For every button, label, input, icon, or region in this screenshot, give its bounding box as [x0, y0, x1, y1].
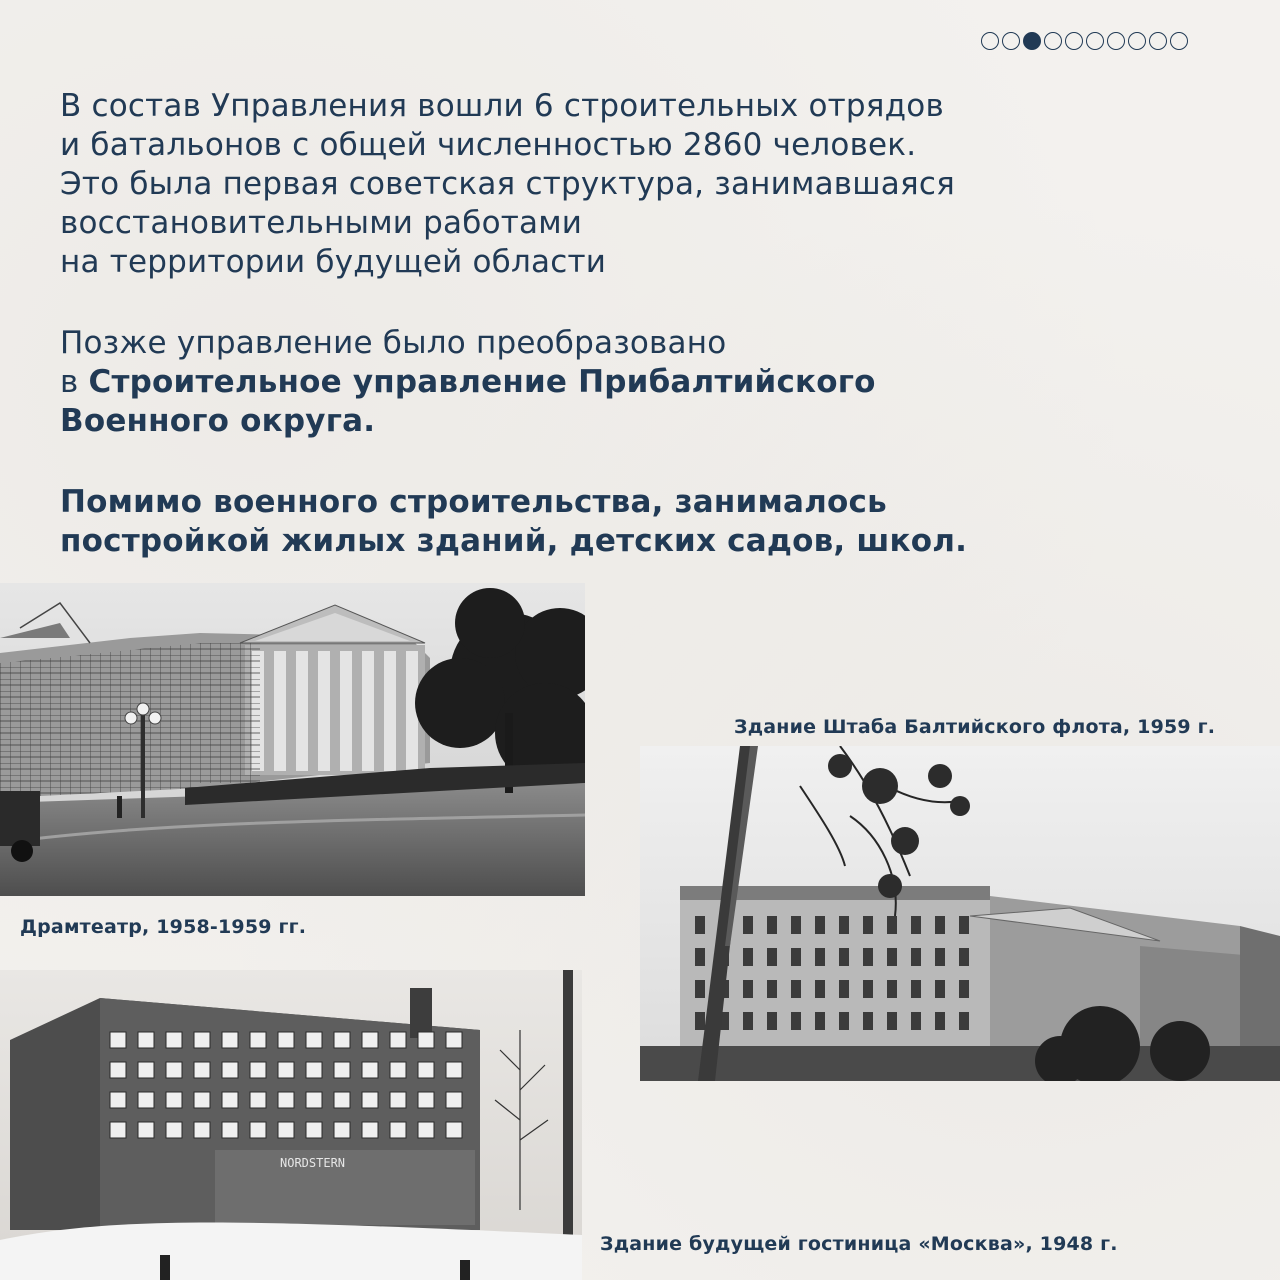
baltic-fleet-caption: Здание Штаба Балтийского флота, 1959 г. [734, 716, 1216, 738]
pagination-dot [1065, 32, 1083, 50]
paragraph-3-line: Помимо военного строительства, занималось [60, 484, 887, 520]
baltic-fleet-photo [640, 746, 1280, 1081]
paragraph-2-bold: Строительное управление Прибалтийского [88, 364, 876, 400]
paragraph-1-line: восстановительными работами [60, 205, 583, 241]
paragraph-1-line: В состав Управления вошли 6 строительных отрядов [60, 88, 944, 124]
drama-theatre-photo [0, 583, 585, 896]
pagination-dot [1149, 32, 1167, 50]
paragraph-1-line: и батальонов с общей численностью 2860 человек. [60, 127, 917, 163]
paragraph-2-line [60, 363, 1180, 402]
paragraph-2-line: Позже управление было преобразовано [60, 325, 727, 361]
paragraph-3 [60, 483, 1180, 561]
drama-theatre-caption: Драмтеатр, 1958-1959 гг. [20, 916, 307, 938]
hotel-moskva-caption: Здание будущей гостиница «Москва», 1948 г. [600, 1233, 1118, 1255]
hotel-moskva-photo [0, 970, 582, 1280]
paragraph-3-line: постройкой жилых зданий, детских садов, школ. [60, 523, 968, 559]
pagination-dot [1086, 32, 1104, 50]
pagination-dot [1170, 32, 1188, 50]
pagination-dot [1044, 32, 1062, 50]
paragraph-1 [60, 87, 1180, 282]
paragraph-1-line: на территории будущей области [60, 244, 607, 280]
paragraph-1-line: Это была первая советская структура, занимавшаяся [60, 166, 955, 202]
pagination-dot-active [1023, 32, 1041, 50]
hotel-sign: NORDSTERN [280, 1156, 346, 1170]
paragraph-2 [60, 324, 1180, 441]
paragraph-2-prefix: в [60, 364, 89, 400]
slide-pagination [981, 32, 1188, 50]
pagination-dot [1002, 32, 1020, 50]
main-text [60, 87, 1180, 603]
pagination-dot [981, 32, 999, 50]
paragraph-2-line: Военного округа. [60, 403, 376, 439]
pagination-dot [1107, 32, 1125, 50]
pagination-dot [1128, 32, 1146, 50]
